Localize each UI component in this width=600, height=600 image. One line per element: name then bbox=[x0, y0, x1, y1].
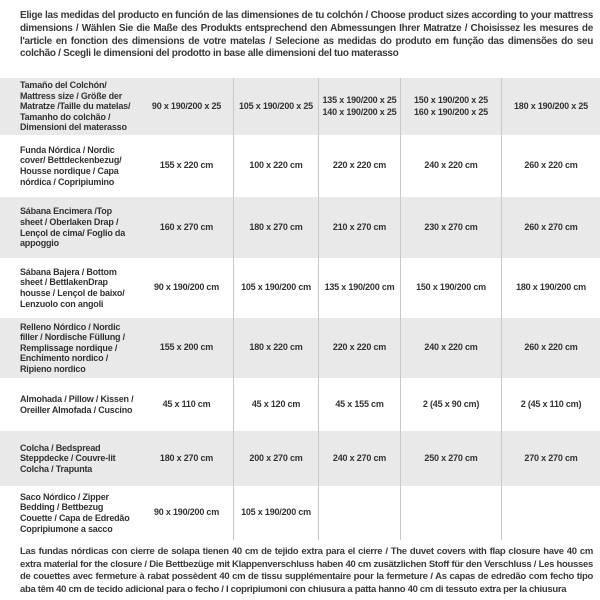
header-col-105 bbox=[234, 78, 319, 135]
row-label: Colcha / Bedspread Steppdecke / Couvre-lit Colcha / Trapunta bbox=[20, 442, 116, 474]
table-cell: 155 x 200 cm bbox=[140, 318, 234, 378]
row-label: Almohada / Pillow / Kissen / Oreiller Almofada / Cuscino bbox=[20, 393, 134, 415]
header-col-160-line: 160 x 190/200 x 25 bbox=[414, 106, 488, 117]
table-cell: 180 x 270 cm bbox=[140, 431, 234, 486]
table-cell: 150 x 190/200 cm bbox=[401, 258, 502, 318]
table-cell: 250 x 270 cm bbox=[401, 431, 502, 486]
row-label: Sábana Bajera / Bottom sheet / BettlakenDrap housse / Lençol de baixo/ Lenzuolo con angoli bbox=[20, 266, 125, 309]
table-row-duvet-cover bbox=[0, 135, 600, 197]
table-cell bbox=[502, 486, 600, 540]
table-cell: 90 x 190/200 cm bbox=[140, 486, 234, 540]
table-row-nordic-filler bbox=[0, 318, 600, 378]
table-cell: 260 x 270 cm bbox=[524, 221, 578, 232]
table-cell: 230 x 270 cm bbox=[401, 197, 502, 258]
table-cell: 200 x 270 cm bbox=[234, 431, 319, 486]
table-cell: 220 x 220 cm bbox=[319, 135, 401, 197]
table-cell: 45 x 120 cm bbox=[234, 378, 319, 431]
table-cell: 90 x 190/200 cm bbox=[140, 258, 234, 318]
table-cell: 105 x 190/200 cm bbox=[234, 258, 319, 318]
table-cell: 2 (45 x 110 cm) bbox=[520, 398, 582, 409]
table-row-top-sheet bbox=[0, 197, 600, 258]
header-col-135-line: 135 x 190/200 x 25 bbox=[322, 95, 397, 105]
table-cell: 180 x 270 cm bbox=[234, 197, 319, 258]
table-cell: 260 x 220 cm bbox=[524, 342, 578, 353]
header-mattress-size-label: Tamaño del Colchón/ Mattress size / Größe der Matratze /Taille du matelas/ Tamanho do colchão / Dimensioni del materasso bbox=[20, 80, 131, 133]
table-row-bedspread bbox=[0, 431, 600, 486]
table-cell: 180 x 220 cm bbox=[234, 318, 319, 378]
footnote-text: Las fundas nórdicas con cierre de solapa tienen 40 cm de tejido extra para el cierre / The duvet covers with flap closure have 40 cm extra material for the closure / Die Bettbezüge mit Klappenverschluss haben 40 cm zusätzlichen Stoff für den Verschluss / Les housses de couettes avec fermeture à rabat possèdent 40 cm de tissu supplémentaire pour la fermeture / As capas de edredão com fecho tipo aba têm 40 cm de tecido adicional para o fecho / I copripiumoni con chiusura a patta hanno 40 cm di tessuto extra per la chiusura bbox=[20, 546, 593, 595]
table-cell: 220 x 220 cm bbox=[319, 318, 401, 378]
table-cell: 155 x 220 cm bbox=[140, 135, 234, 197]
header-col-105-line: 105 x 190/200 x 25 bbox=[239, 100, 313, 111]
table-cell: 260 x 220 cm bbox=[524, 160, 578, 171]
table-cell: 45 x 110 cm bbox=[140, 378, 234, 431]
table-cell: 240 x 220 cm bbox=[401, 318, 502, 378]
table-cell: 240 x 220 cm bbox=[401, 135, 502, 197]
row-label: Funda Nórdica / Nordic cover/ Bettdeckenbezug/ Housse nordique / Capa nórdica / Copripiumino bbox=[20, 144, 122, 187]
table-row-bottom-sheet bbox=[0, 258, 600, 318]
table-cell: 210 x 270 cm bbox=[319, 197, 401, 258]
header-col-135-140 bbox=[319, 78, 401, 135]
row-label: Relleno Nórdico / Nordic filler / Nordische Füllung / Remplissage nordique / Enchimento nordico / Ripieno nordico bbox=[20, 321, 125, 374]
table-cell: 135 x 190/200 cm bbox=[319, 258, 401, 318]
row-label: Sábana Encimera /Top sheet / Oberlaken Drap / Lençol de cima/ Foglio da appoggio bbox=[20, 206, 126, 249]
table-cell: 100 x 220 cm bbox=[234, 135, 319, 197]
table-cell: 270 x 270 cm bbox=[524, 452, 578, 463]
table-header-row bbox=[0, 78, 600, 135]
header-col-90 bbox=[140, 78, 234, 135]
header-col-180 bbox=[502, 78, 600, 135]
table-cell bbox=[319, 486, 401, 540]
header-col-90-line: 90 x 190/200 x 25 bbox=[151, 100, 222, 111]
size-guide-table bbox=[0, 78, 600, 540]
table-cell: 160 x 270 cm bbox=[140, 197, 234, 258]
table-cell: 240 x 270 cm bbox=[319, 431, 401, 486]
table-row-pillow bbox=[0, 378, 600, 431]
intro-text: Elige las medidas del producto en función de las dimensiones de tu colchón / Choose product sizes according to your mattress dimensions / Wählen Sie die Maße des Produkts entsprechend den Abmessungen Ihrer Matratze / Choisissez les mesures de l'article en fonction des dimensions de votre matelas / Selecione as medidas do produto em função das dimensões do seu colchão / Scegli le dimensioni del prodotto in base alle dimensioni del tuo materasso bbox=[20, 10, 593, 60]
table-cell bbox=[401, 486, 502, 540]
table-row-zipper-bedding bbox=[0, 486, 600, 540]
header-col-140-line: 140 x 190/200 x 25 bbox=[322, 106, 397, 117]
header-col-150-line: 150 x 190/200 x 25 bbox=[414, 95, 488, 105]
header-col-180-line: 180 x 190/200 x 25 bbox=[514, 100, 588, 111]
table-cell: 105 x 190/200 cm bbox=[234, 486, 319, 540]
table-cell: 45 x 155 cm bbox=[319, 378, 401, 431]
table-cell: 180 x 190/200 cm bbox=[516, 282, 586, 293]
header-col-150-160 bbox=[401, 78, 502, 135]
row-label: Saco Nórdico / Zipper Bedding / Bettbezug Couette / Capa de Edredão Copripiumone a sacco bbox=[20, 491, 130, 534]
table-cell: 2 (45 x 90 cm) bbox=[401, 378, 502, 431]
